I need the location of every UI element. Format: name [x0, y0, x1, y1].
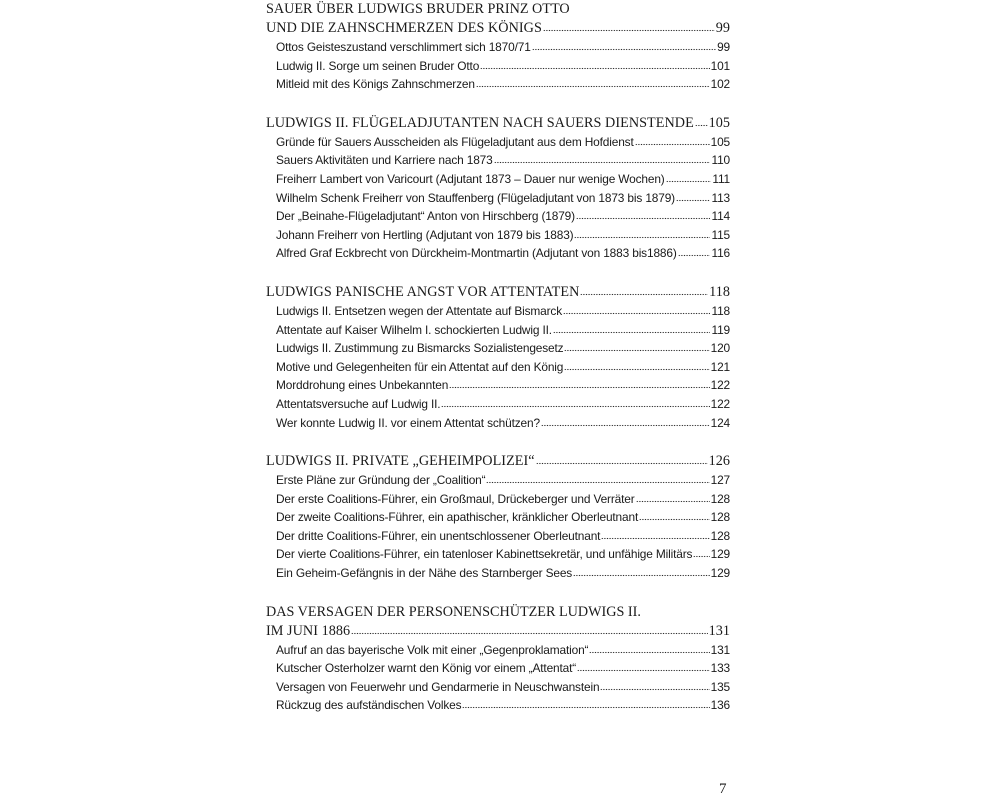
leader-dots: [480, 67, 709, 70]
toc-entry-title: Der vierte Coalitions-Führer, ein tatenloser Kabinettsekretär, und unfähige Militärs: [276, 547, 693, 562]
section-heading: [266, 19, 730, 38]
leader-dots: [462, 706, 709, 709]
section-heading-page: 126: [708, 453, 730, 470]
leader-dots: [574, 236, 710, 239]
toc-entry: [266, 545, 730, 564]
toc-entry: [266, 302, 730, 321]
table-of-contents: [266, 0, 730, 735]
toc-entry-page: 118: [711, 303, 730, 318]
toc-entry-title: Erste Pläne zur Gründung der „Coalition“: [276, 473, 486, 488]
leader-dots: [486, 481, 709, 484]
toc-entry-title: Rückzug des aufständischen Volkes: [276, 698, 462, 713]
leader-dots: [576, 217, 711, 220]
toc-entry-page: 127: [710, 473, 730, 488]
page-number: 7: [719, 781, 727, 797]
leader-dots: [577, 669, 710, 672]
section-heading: [266, 622, 730, 641]
toc-entry-title: Sauers Aktivitäten und Karriere nach 1873: [276, 153, 493, 168]
toc-entry-page: 105: [710, 134, 730, 149]
section-heading: [266, 283, 730, 302]
toc-entry-page: 122: [710, 396, 730, 411]
section-heading-page: 105: [708, 114, 730, 131]
toc-entry: [266, 170, 730, 189]
toc-entry: [266, 678, 730, 697]
leader-dots: [476, 85, 710, 88]
toc-entry-page: 99: [717, 40, 730, 54]
leader-dots: [449, 386, 709, 389]
toc-entry-page: 136: [710, 698, 730, 713]
toc-entry-title: Aufruf an das bayerische Volk mit einer „Gegenproklamation“: [276, 642, 589, 657]
leader-dots: [639, 518, 710, 521]
toc-entry-page: 115: [711, 227, 730, 242]
leader-dots: [351, 632, 707, 635]
toc-section: [266, 0, 730, 94]
toc-entry-page: 116: [711, 246, 730, 261]
toc-entry: [266, 641, 730, 660]
toc-entry-page: 128: [710, 528, 730, 543]
toc-entry-page: 111: [712, 171, 730, 186]
leader-dots: [695, 124, 708, 127]
leader-dots: [666, 180, 712, 183]
section-heading-line: DAS VERSAGEN DER PERSONENSCHÜTZER LUDWIGS II.: [266, 603, 641, 620]
section-heading: [266, 114, 730, 133]
leader-dots: [494, 161, 711, 164]
toc-entry-title: Motive und Gelegenheiten für ein Attentat auf den König: [276, 359, 564, 374]
toc-entry: [266, 321, 730, 340]
toc-entry: [266, 339, 730, 358]
toc-section: [266, 603, 730, 715]
toc-entry-page: 114: [711, 209, 730, 224]
leader-dots: [693, 555, 709, 558]
leader-dots: [678, 254, 711, 257]
section-heading-title: LUDWIGS II. PRIVATE „GEHEIMPOLIZEI“: [266, 453, 535, 470]
leader-dots: [564, 349, 709, 352]
toc-entry-title: Ludwigs II. Entsetzen wegen der Attentate auf Bismarck: [276, 303, 563, 318]
toc-entry-page: 101: [710, 58, 730, 73]
section-heading-title: UND DIE ZAHNSCHMERZEN DES KÖNIGS: [266, 20, 542, 36]
leader-dots: [441, 405, 709, 408]
section-heading-page: 99: [715, 20, 730, 36]
toc-entry: [266, 659, 730, 678]
section-heading-title: LUDWIGS PANISCHE ANGST VOR ATTENTATEN: [266, 283, 580, 300]
leader-dots: [635, 143, 710, 146]
section-heading: [266, 452, 730, 471]
toc-entry-title: Der erste Coalitions-Führer, ein Großmaul, Drückeberger und Verräter: [276, 491, 635, 506]
leader-dots: [600, 688, 709, 691]
toc-entry: [266, 57, 730, 76]
toc-entry-title: Johann Freiherr von Hertling (Adjutant von 1879 bis 1883): [276, 227, 574, 242]
toc-entry: [266, 226, 730, 245]
toc-entry: [266, 395, 730, 414]
toc-entry: [266, 207, 730, 226]
toc-entry: [266, 151, 730, 170]
leader-dots: [564, 368, 709, 371]
leader-dots: [676, 199, 710, 202]
toc-entry-title: Alfred Graf Eckbrecht von Dürckheim-Montmartin (Adjutant von 1883 bis1886): [276, 246, 677, 261]
section-heading-page: 131: [708, 622, 730, 639]
toc-entry-page: 120: [710, 341, 730, 356]
toc-section: [266, 283, 730, 432]
toc-entry: [266, 38, 730, 57]
toc-entry-title: Der zweite Coalitions-Führer, ein apathischer, kränklicher Oberleutnant: [276, 510, 639, 525]
leader-dots: [563, 312, 710, 315]
toc-entry: [266, 471, 730, 490]
toc-section: [266, 114, 730, 263]
toc-entry: [266, 244, 730, 263]
toc-entry-title: Kutscher Osterholzer warnt den König vor einem „Attentat“: [276, 661, 577, 676]
toc-entry: [266, 564, 730, 583]
toc-entry-page: 110: [711, 153, 730, 168]
toc-entry: [266, 358, 730, 377]
toc-entry-title: Attentatsversuche auf Ludwig II.: [276, 396, 441, 411]
toc-entry-page: 122: [710, 378, 730, 393]
leader-dots: [543, 29, 715, 32]
leader-dots: [532, 48, 716, 51]
toc-entry-title: Wer konnte Ludwig II. vor einem Attentat schützen?: [276, 415, 540, 430]
toc-entry-page: 121: [710, 359, 730, 374]
leader-dots: [636, 500, 710, 503]
toc-entry-title: Der dritte Coalitions-Führer, ein unentschlossener Oberleutnant: [276, 528, 601, 543]
leader-dots: [601, 537, 709, 540]
section-heading-line: SAUER ÜBER LUDWIGS BRUDER PRINZ OTTO: [266, 1, 570, 17]
toc-entry-page: 124: [710, 415, 730, 430]
toc-entry: [266, 527, 730, 546]
toc-entry-title: Ein Geheim-Gefängnis in der Nähe des Starnberger Sees: [276, 566, 573, 581]
toc-entry: [266, 696, 730, 715]
toc-entry-title: Wilhelm Schenk Freiherr von Stauffenberg (Flügeladjutant von 1873 bis 1879): [276, 190, 675, 205]
leader-dots: [541, 424, 710, 427]
section-heading-title: IM JUNI 1886: [266, 622, 351, 639]
toc-entry-page: 135: [710, 679, 730, 694]
toc-entry-title: Versagen von Feuerwehr und Gendarmerie in Neuschwanstein: [276, 679, 600, 694]
toc-entry-page: 133: [710, 661, 730, 676]
toc-entry: [266, 490, 730, 509]
toc-entry-page: 129: [710, 547, 730, 562]
toc-entry-title: Ludwigs II. Zustimmung zu Bismarcks Sozialistengesetz: [276, 341, 564, 356]
toc-entry-title: Freiherr Lambert von Varicourt (Adjutant 1873 – Dauer nur wenige Wochen): [276, 171, 665, 186]
toc-entry-page: 102: [710, 77, 730, 92]
toc-entry: [266, 189, 730, 208]
toc-entry-title: Der „Beinahe-Flügeladjutant“ Anton von Hirschberg (1879): [276, 209, 575, 224]
toc-entry-title: Attentate auf Kaiser Wilhelm I. schockierten Ludwig II.: [276, 322, 552, 337]
section-heading-title: LUDWIGS II. FLÜGELADJUTANTEN NACH SAUERS DIENSTENDE: [266, 114, 694, 131]
toc-entry-page: 128: [710, 510, 730, 525]
leader-dots: [553, 331, 711, 334]
toc-entry-title: Mitleid mit des Königs Zahnschmerzen: [276, 77, 475, 92]
toc-entry: [266, 508, 730, 527]
toc-entry: [266, 414, 730, 433]
leader-dots: [580, 293, 708, 296]
leader-dots: [589, 651, 709, 654]
toc-entry-title: Ludwig II. Sorge um seinen Bruder Otto: [276, 58, 480, 73]
toc-entry-page: 131: [710, 642, 730, 657]
toc-entry-page: 128: [710, 491, 730, 506]
section-heading-page: 118: [709, 283, 730, 300]
leader-dots: [536, 462, 708, 465]
toc-entry-title: Gründe für Sauers Ausscheiden als Flügeladjutant aus dem Hofdienst: [276, 134, 634, 149]
toc-entry-title: Morddrohung eines Unbekannten: [276, 378, 449, 393]
toc-entry: [266, 376, 730, 395]
toc-entry-page: 113: [711, 190, 730, 205]
toc-entry: [266, 75, 730, 94]
toc-entry-page: 129: [710, 566, 730, 581]
toc-section: [266, 452, 730, 583]
toc-entry-title: Ottos Geisteszustand verschlimmert sich 1870/71: [276, 40, 531, 54]
leader-dots: [573, 574, 710, 577]
toc-entry-page: 119: [711, 322, 730, 337]
toc-entry: [266, 133, 730, 152]
